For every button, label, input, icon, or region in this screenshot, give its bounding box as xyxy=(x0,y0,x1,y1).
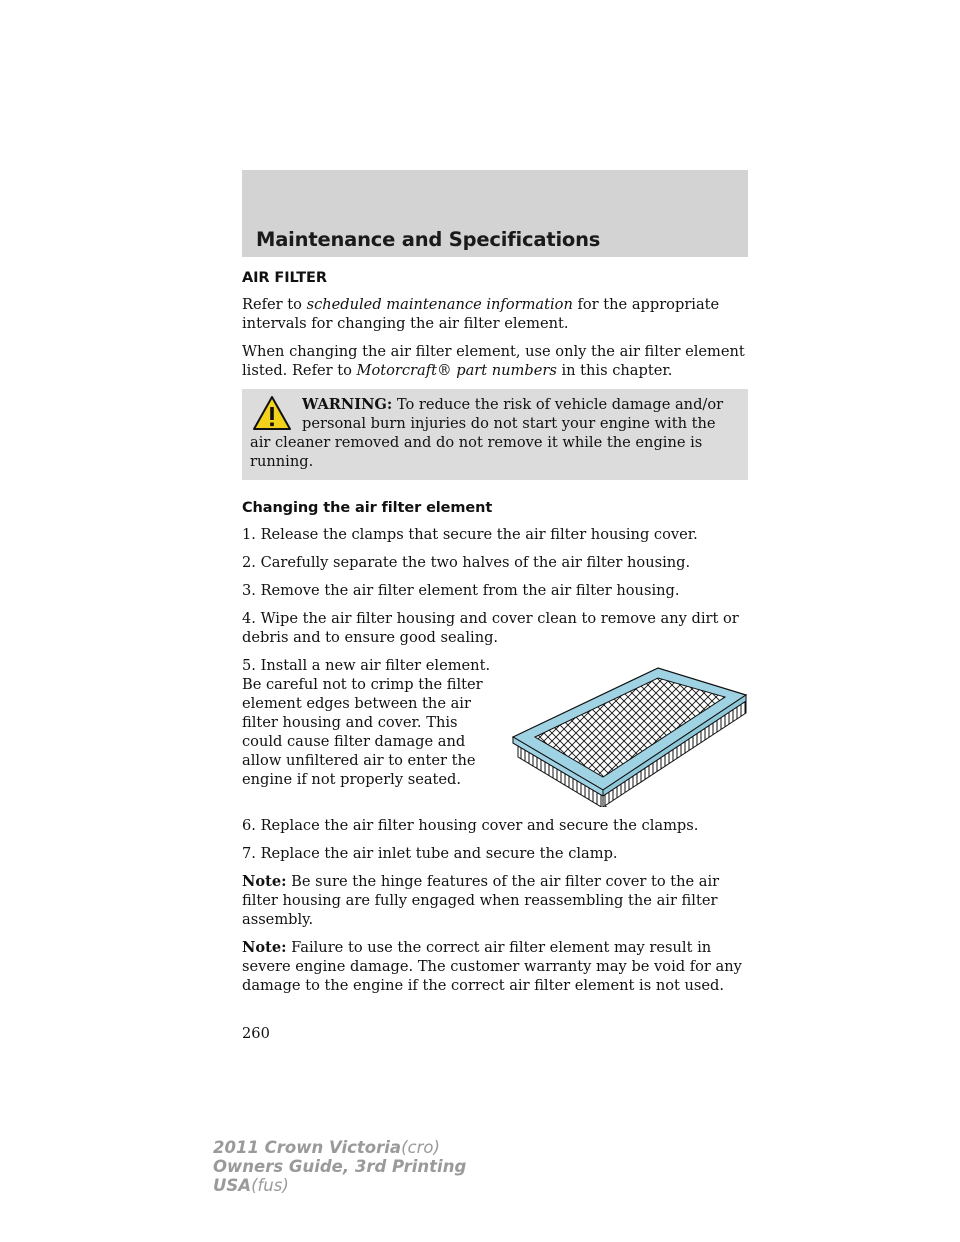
p1-text-pre: Refer to xyxy=(242,296,307,313)
document-footer xyxy=(213,1138,466,1195)
warning-text: To reduce the risk of vehicle damage and/or personal burn injuries do not start your engine with the air cleaner removed and do not remove it while the engine is running. xyxy=(250,396,724,470)
p2-text-post: in this chapter. xyxy=(556,362,673,379)
footer-market-code: (fus) xyxy=(251,1176,289,1195)
step-2: 2. Carefully separate the two halves of the air filter housing. xyxy=(242,554,691,571)
footer-line-1 xyxy=(213,1138,466,1157)
step-1: 1. Release the clamps that secure the air filter housing cover. xyxy=(242,526,698,543)
step-3: 3. Remove the air filter element from the air filter housing. xyxy=(242,582,680,599)
note-text-1: Be sure the hinge features of the air filter cover to the air filter housing are fully engaged when reassembling the air filter assembly. xyxy=(242,873,720,928)
page-number: 260 xyxy=(242,1025,270,1042)
warning-triangle-icon xyxy=(252,395,292,431)
page-content xyxy=(242,270,748,1004)
chapter-title: Maintenance and Specifications xyxy=(256,228,601,251)
step-4: 4. Wipe the air filter housing and cover clean to remove any dirt or debris and to ensure good sealing. xyxy=(242,610,739,646)
step-5-row xyxy=(242,656,748,807)
note-hinge xyxy=(242,872,748,929)
paragraph-element-listed xyxy=(242,342,748,380)
cross-reference-part-numbers: Motorcraft® part numbers xyxy=(356,362,557,379)
footer-market: USA xyxy=(213,1176,252,1195)
step-7: 7. Replace the air inlet tube and secure the clamp. xyxy=(242,845,618,862)
chapter-header-band xyxy=(242,170,748,257)
air-filter-element-illustration xyxy=(508,665,748,807)
warning-label: WARNING: xyxy=(302,396,393,413)
warning-box xyxy=(242,389,748,480)
step-5: 5. Install a new air filter element. Be careful not to crimp the filter element edges between the air filter housing and cover. This could cause filter damage and allow unfiltered air to enter the engine if not properly seated. xyxy=(242,657,491,788)
step-6: 6. Replace the air filter housing cover and secure the clamps. xyxy=(242,817,699,834)
note-text-2: Failure to use the correct air filter element may result in severe engine damage. The customer warranty may be void for any damage to the engine if the correct air filter element is not used. xyxy=(242,939,742,994)
p1-text-post: for the appropriate intervals for changing the air filter element. xyxy=(242,296,720,332)
footer-model: 2011 Crown Victoria xyxy=(213,1138,402,1157)
cross-reference-scheduled-maintenance: scheduled maintenance information xyxy=(306,296,573,313)
note-correct-filter xyxy=(242,938,748,995)
paragraph-intervals xyxy=(242,295,748,333)
footer-line-2: Owners Guide, 3rd Printing xyxy=(213,1157,467,1176)
p2-text-pre: When changing the air filter element, use only the air filter element listed. Refer to xyxy=(242,343,745,379)
note-label-2: Note: xyxy=(242,939,287,956)
note-label-1: Note: xyxy=(242,873,287,890)
footer-line-3 xyxy=(213,1176,466,1195)
section-heading: AIR FILTER xyxy=(242,270,327,286)
procedure-heading: Changing the air filter element xyxy=(242,500,493,516)
footer-model-code: (cro) xyxy=(401,1138,440,1157)
